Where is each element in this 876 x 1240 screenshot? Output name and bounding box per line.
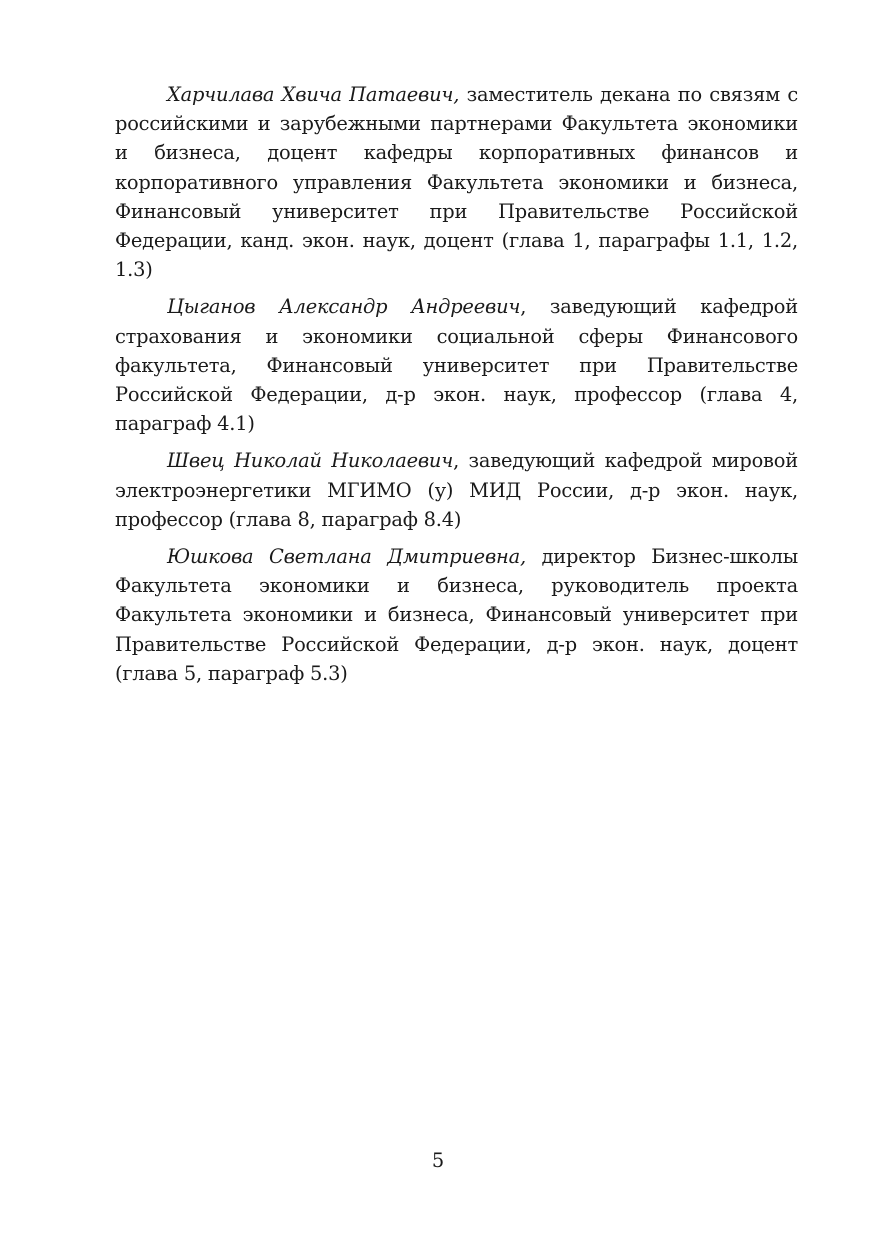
author-entry [115,80,798,284]
author-description: , заведующий кафедрой мировой электроэнергетики МГИМО (у) МИД России, д-р экон. наук, профессор (глава 8, параграф 8.4) [115,449,798,531]
author-name: Юшкова Светлана Дмитриевна, [167,545,526,569]
author-description: директор Бизнес-школы Факультета экономики и бизнеса, руководитель проекта Факультета экономики и бизнеса, Финансовый университет при Правительстве Российской Федерации, д-р экон. наук, доцент (глава 5, параграф 5.3) [115,545,799,685]
page-number: 5 [431,1149,445,1172]
author-description: , заведующий кафедрой страхования и экономики социальной сферы Финансового факультета, Финансовый университет при Правительстве Российской Федерации, д-р экон. наук, профессор (глава 4, параграф 4.1) [115,295,798,436]
author-name: Цыганов Александр Андреевич [167,295,521,319]
author-entry [115,446,798,534]
author-name: Харчилава Хвича Патаевич, [167,83,460,106]
author-entry [115,292,798,438]
author-name: Швец Николай Николаевич [167,449,454,473]
author-entry [115,542,798,688]
author-description: заместитель декана по связям с российскими и зарубежными партнерами Факультета экономики и бизнеса, доцент кафедры корпоративных финансов и корпоративного управления Факультета экономики и бизнеса, Финансовый университет при Правительстве Российской Федерации, канд. экон. наук, доцент (глава 1, параграфы 1.1, 1.2, 1.3) [115,83,798,282]
authors-list [115,80,798,696]
